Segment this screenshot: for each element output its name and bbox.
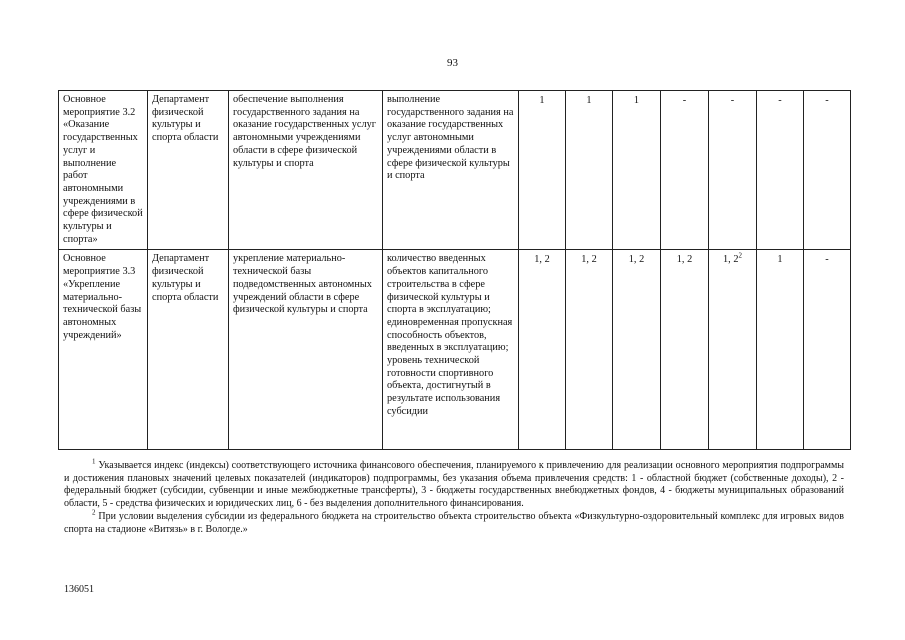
activities-table — [58, 90, 851, 450]
footnote-text: Указывается индекс (индексы) соответствующего источника финансового обеспечения, планируемого к привлечению для реализации основного мероприятия подпрограммы и достижения плановых значений целевых показателей (индикаторов) подпрограммы, без указания объема привлечения средств: 1 - областной бюджет (собственные доходы), 2 - федеральный бюджет (субсидии, субвенции и иные межбюджетные трансферты), 3 - бюджеты государственных внебюджетных фондов, 4 - бюджеты муниципальных образований области, 5 - средства физических и юридических лиц, 6 - без выделения дополнительного финансирования. — [64, 460, 845, 510]
footnote-text: При условии выделения субсидии из федерального бюджета на строительство объекта строительство объекта «Физкультурно-оздоровительный комплекс для игровых видов спорта на стадионе «Витязь» в г. Вологде.» — [64, 510, 844, 535]
activity-cell: Основное мероприятие 3.2 «Оказание государственных услуг и выполнение работ автономными учреждениями в сфере физической культуры и спорта» — [59, 91, 148, 250]
value-cell — [709, 250, 757, 450]
value-cell: - — [804, 250, 851, 450]
value-cell: 1 — [566, 91, 613, 250]
value-cell: 1 — [519, 91, 566, 250]
table-row — [59, 91, 851, 250]
activity-cell: Основное мероприятие 3.3 «Укрепление материально-технической базы автономных учреждений» — [59, 250, 148, 450]
footnotes — [64, 457, 845, 536]
value-text: 1, 2 — [723, 254, 739, 266]
result-cell: укрепление материально-технической базы подведомственных автономных учреждений области в сфере физической культуры и спорта — [229, 250, 383, 450]
value-cell: 1 — [613, 91, 661, 250]
footnote-2 — [64, 508, 844, 536]
page-number: 93 — [447, 57, 458, 69]
value-cell: - — [709, 91, 757, 250]
footnote-mark: 2 — [738, 252, 742, 261]
value-cell: 1, 2 — [613, 250, 661, 450]
value-cell: 1 — [757, 250, 804, 450]
value-cell: - — [804, 91, 851, 250]
value-cell: 1, 2 — [519, 250, 566, 450]
executor-cell: Департамент физической культуры и спорта области — [148, 250, 229, 450]
value-cell: 1, 2 — [661, 250, 709, 450]
result-cell: обеспечение выполнения государственного задания на оказание государственных услуг автономными учреждениями области в сфере физической культуры и спорта — [229, 91, 383, 250]
value-cell: - — [757, 91, 804, 250]
executor-cell: Департамент физической культуры и спорта области — [148, 91, 229, 250]
value-cell: 1, 2 — [566, 250, 613, 450]
document-code: 136051 — [64, 584, 94, 595]
footnote-1 — [64, 457, 845, 511]
value-cell: - — [661, 91, 709, 250]
table-row — [59, 250, 851, 450]
indicator-cell: количество введенных объектов капитального строительства в сфере физической культуры и спорта в эксплуатацию; единовременная пропускная способность объектов, введенных в эксплуатацию; уровень технической готовности спортивного объекта, достигнутый в результате использования субсидии — [383, 250, 519, 450]
indicator-cell: выполнение государственного задания на оказание государственных услуг автономными учреждениями области в сфере физической культуры и спорта — [383, 91, 519, 250]
footnote-mark: 1 — [92, 457, 96, 466]
footnote-mark: 2 — [92, 508, 96, 517]
